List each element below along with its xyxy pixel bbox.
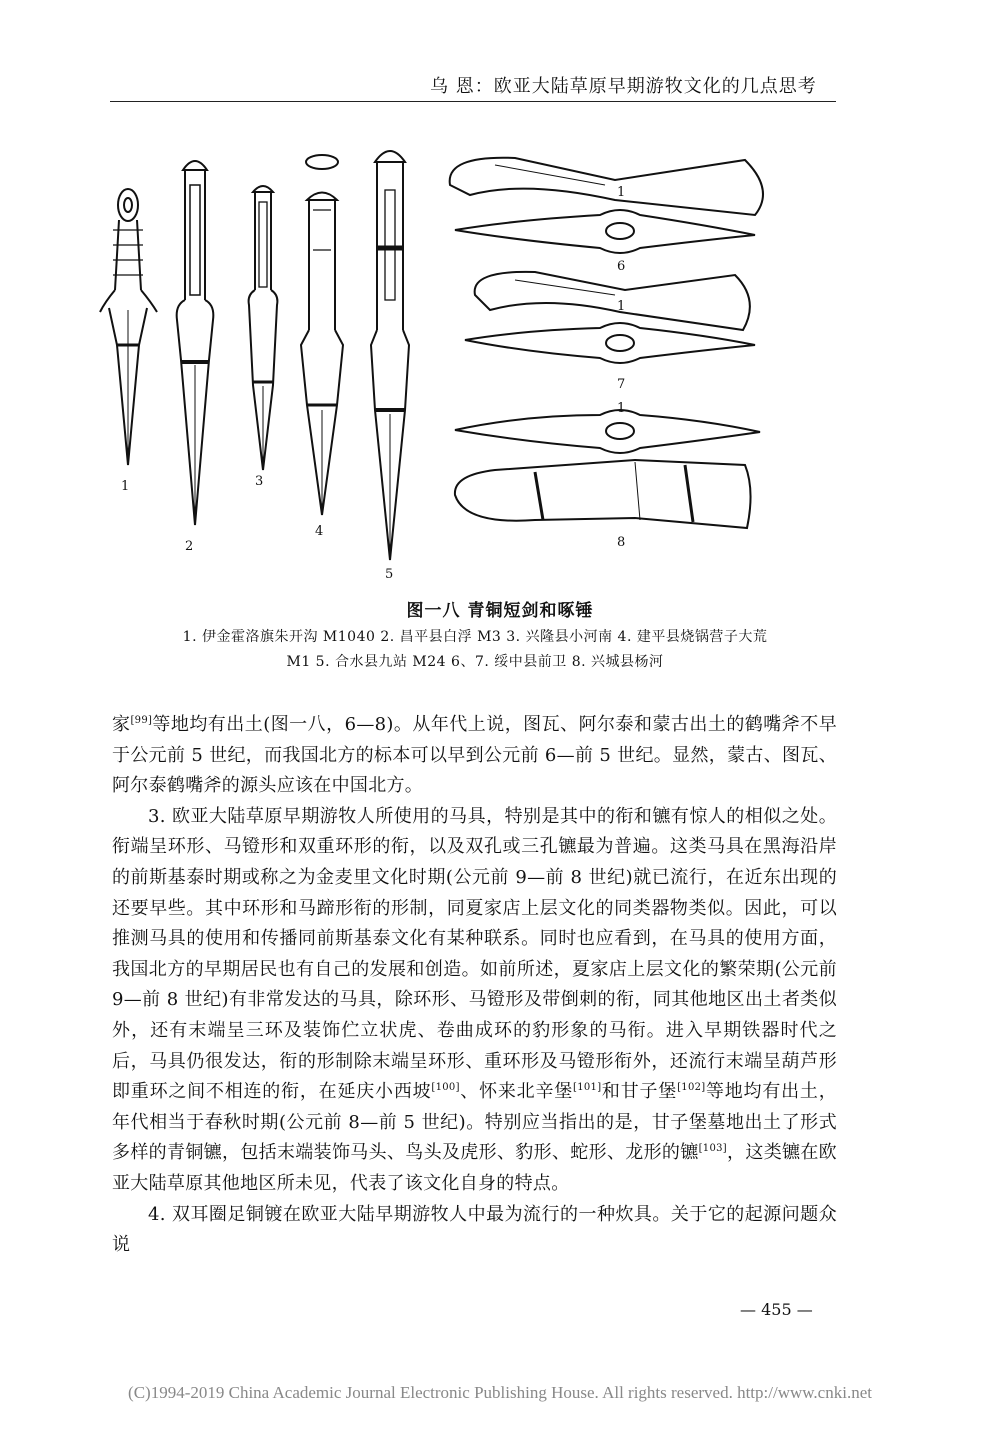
dagger-3-drawing xyxy=(249,186,278,470)
scale-mark-8: 1 xyxy=(617,401,626,416)
paragraph-2: 3. 欧亚大陆草原早期游牧人所使用的马具，特别是其中的衔和镳有惊人的相似之处。衔端呈环形、马镫形和双重环形的衔，以及双孔或三孔镳最为普遍。这类马具在黑海沿岸的前斯基泰时期或称之为金麦里文化时期(公元前 9—前 8 世纪)就已流行，在近东出现的还要早些。其中环形和马蹄形衔的形制，同夏家店上层文化的同类器物类似。因此，可以推测马具的使用和传播同前斯基泰文化有某种联系。同时也应看到，在马具的使用方面，我国北方的早期居民也有自己的发展和创造。如前所述，夏家店上层文化的繁荣期(公元前 9—前 8 世纪)有非常发达的马具，除环形、马镫形及带倒刺的衔，同其他地区出土者类似外，还有末端呈三环及装饰伫立状虎、卷曲成环的豹形象的马衔。进入早期铁器时代之后，马具仍很发达，衔的形制除末端呈环形、重环形及马镫形衔外，还流行末端呈葫芦形即重环之间不相连的衔，在延庆小西坡[100]、怀来北辛堡[101]和甘子堡[102]等地均有出土，年代相当于春秋时期(公元前 8—前 5 世纪)。特别应当指出的是，甘子堡墓地出土了形式多样的青铜镳，包括末端装饰马头、鸟头及虎形、豹形、蛇形、龙形的镳[103]，这类镳在欧亚大陆草原其他地区所未见，代表了该文化自身的特点。 xyxy=(112,805,837,1194)
label-1: 1 xyxy=(121,479,130,494)
paragraph-1: 家[99]等地均有出土(图一八，6—8)。从年代上说，图瓦、阿尔泰和蒙古出土的鹤嘴斧不早于公元前 5 世纪，而我国北方的标本可以早到公元前 6—前 5 世纪。显然，蒙古、图瓦、阿尔泰鹤嘴斧的源头应该在中国北方。 xyxy=(112,714,837,797)
scale-mark-7: 1 xyxy=(617,299,626,314)
label-6: 6 xyxy=(617,259,626,274)
body-text xyxy=(112,710,837,1261)
dagger-1-drawing xyxy=(100,189,157,465)
figure-drawings xyxy=(95,130,795,590)
running-header: 乌 恩：欧亚大陆草原早期游牧文化的几点思考 xyxy=(430,76,817,97)
dagger-5-drawing xyxy=(371,151,409,560)
label-4: 4 xyxy=(315,524,324,539)
citation-101: [101] xyxy=(573,1082,602,1094)
label-8: 8 xyxy=(617,535,626,550)
header-rule xyxy=(110,101,836,102)
page-number: — 455 — xyxy=(740,1300,813,1319)
axe-7-drawing xyxy=(465,272,755,363)
label-5: 5 xyxy=(385,567,394,582)
label-7: 7 xyxy=(617,377,626,392)
axe-6-drawing xyxy=(450,158,763,253)
figure-legend-line-1: 1. 伊金霍洛旗朱开沟 M1040 2. 昌平县白浮 M3 3. 兴隆县小河南 4. 建平县烧锅营子大荒 xyxy=(182,629,768,645)
label-3: 3 xyxy=(255,474,264,489)
citation-103: [103] xyxy=(698,1143,727,1155)
axe-8-drawing xyxy=(455,410,760,528)
copyright-footer: (C)1994-2019 China Academic Journal Electronic Publishing House. All rights reserved. http://www.cnki.net xyxy=(128,1383,872,1402)
scale-mark-6: 1 xyxy=(617,185,626,200)
dagger-2-drawing xyxy=(177,161,214,525)
label-2: 2 xyxy=(185,539,194,554)
dagger-4-drawing xyxy=(301,155,343,515)
citation-102: [102] xyxy=(677,1082,706,1094)
paragraph-3: 4. 双耳圈足铜镀在欧亚大陆早期游牧人中最为流行的一种炊具。关于它的起源问题众说 xyxy=(112,1203,837,1256)
figure-legend-line-2: M1 5. 合水县九站 M24 6、7. 绥中县前卫 8. 兴城县杨河 xyxy=(286,654,664,670)
citation-99: [99] xyxy=(130,715,153,726)
figure-caption: 图一八 青铜短剑和啄锤 xyxy=(406,601,594,621)
figure-svg xyxy=(95,130,795,590)
citation-100: [100] xyxy=(431,1082,460,1094)
